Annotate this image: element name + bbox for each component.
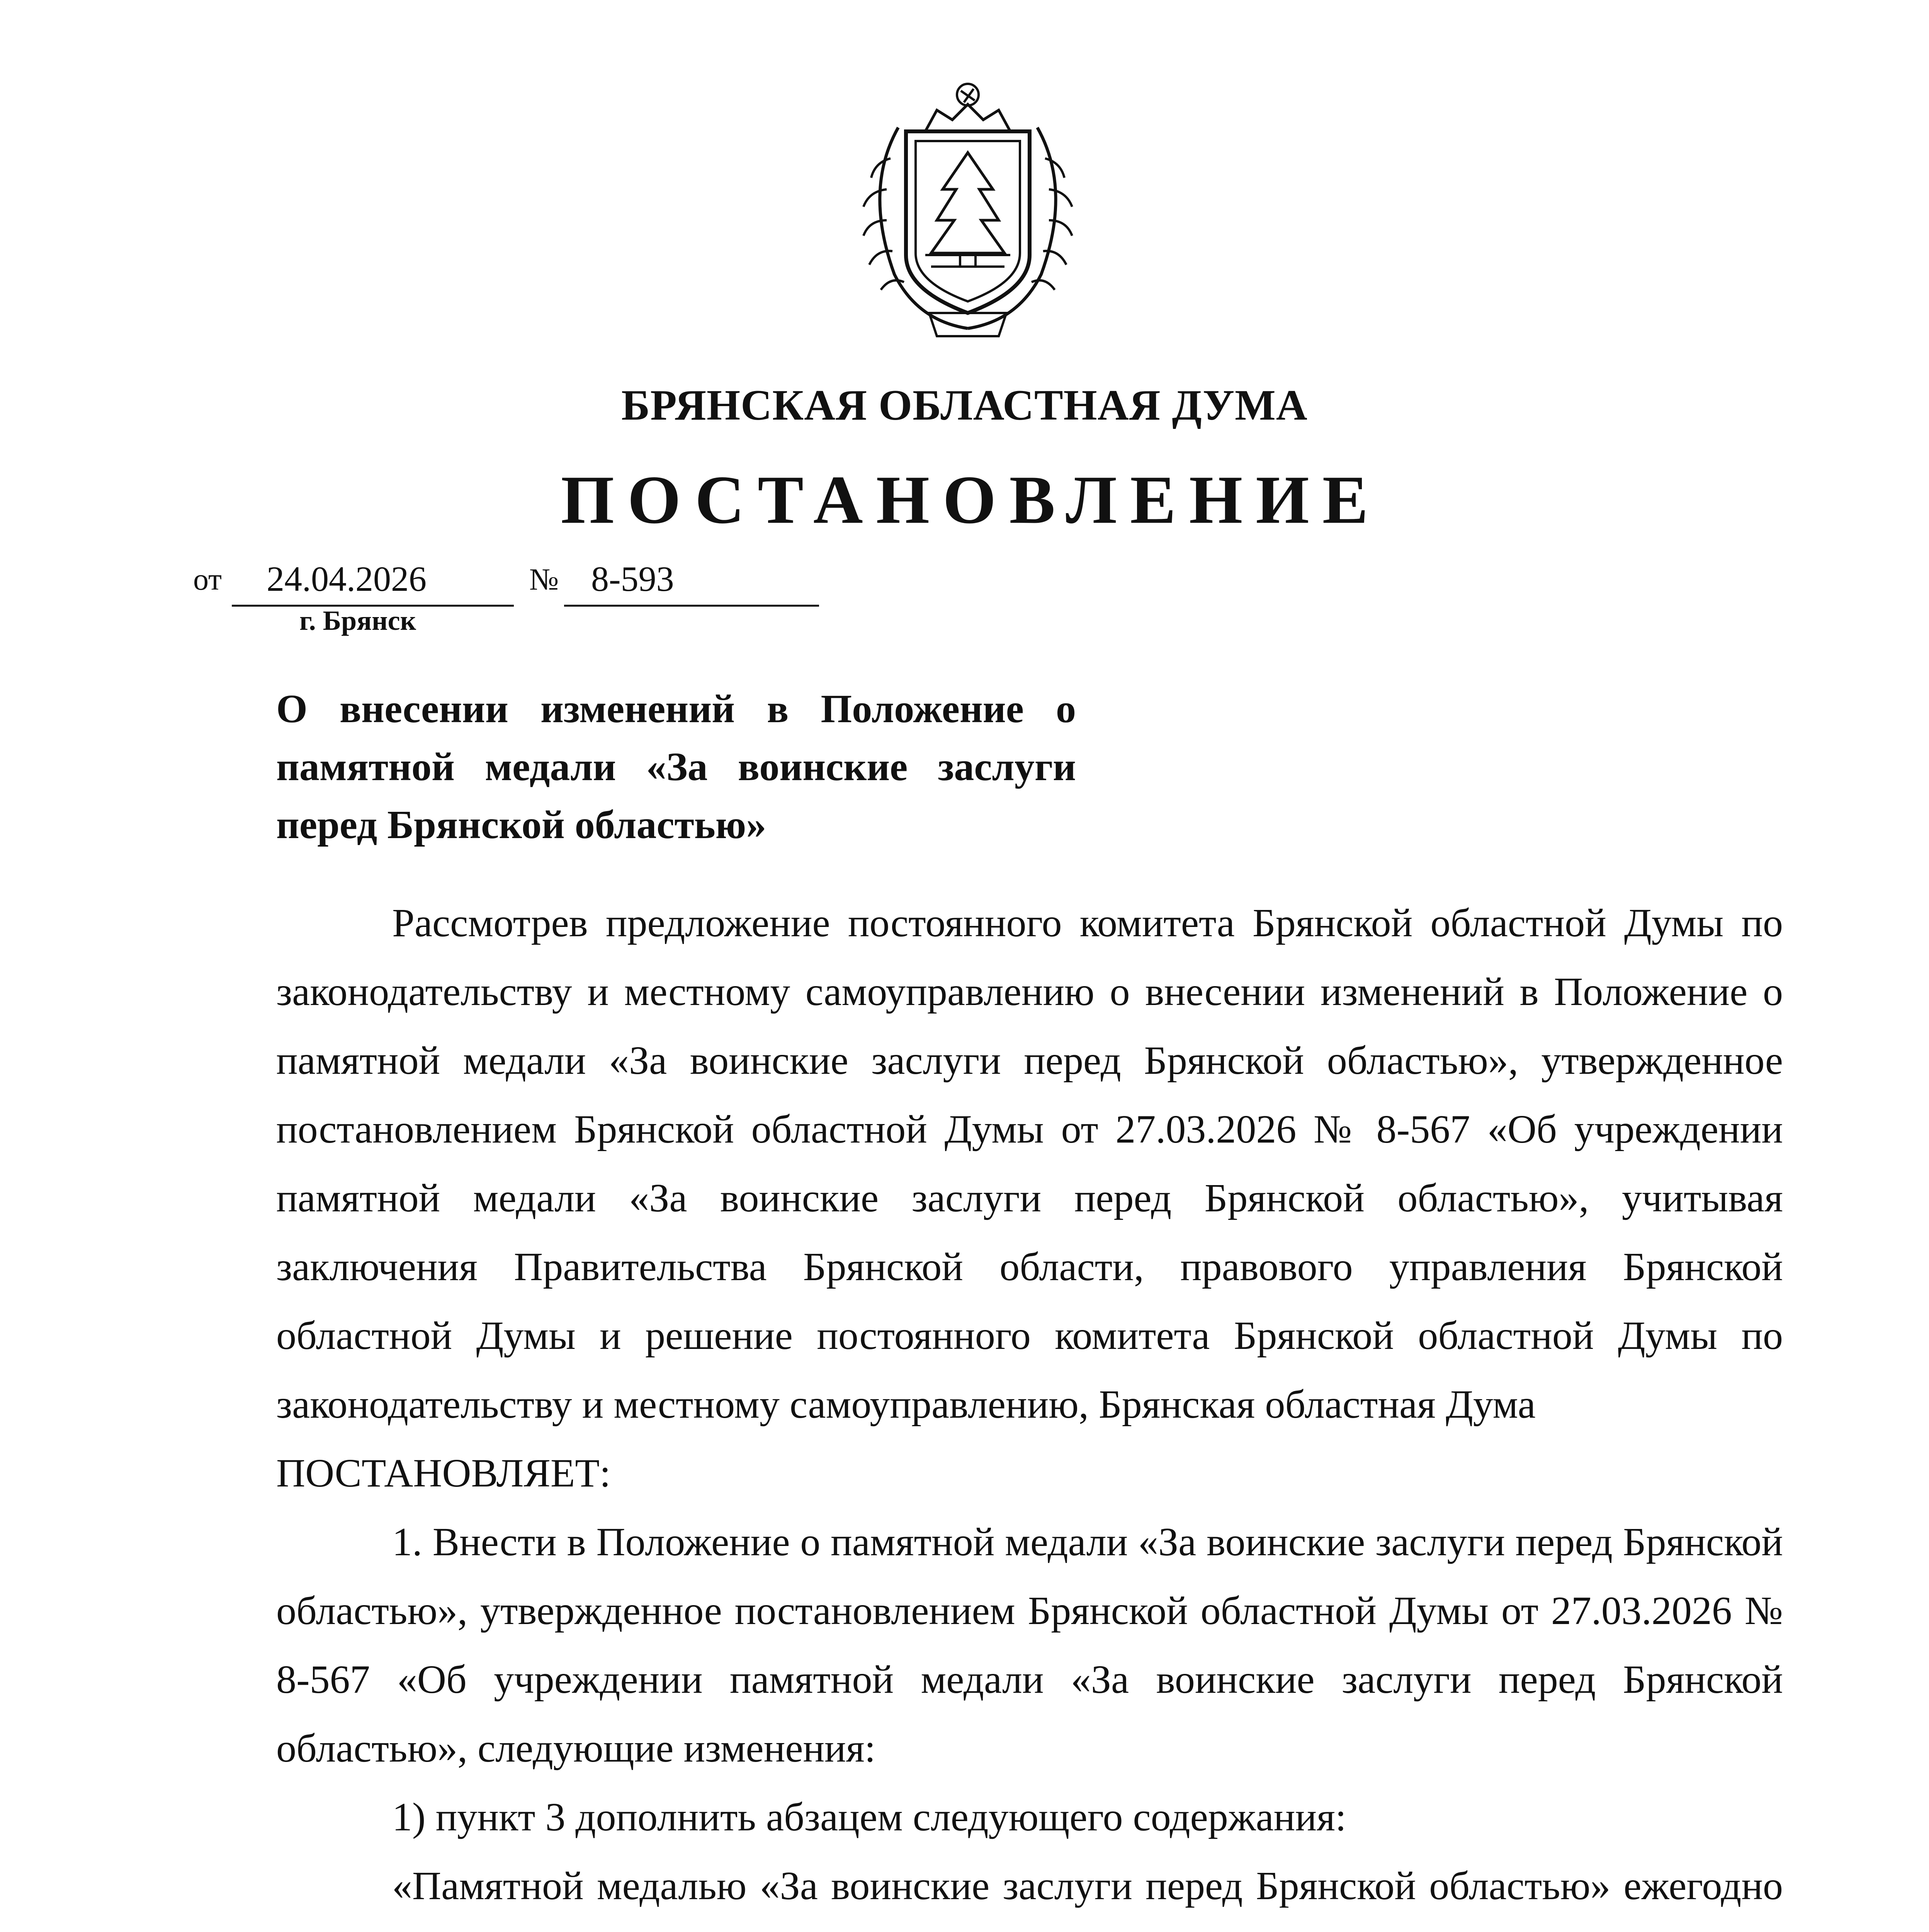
item-1-paragraph: 1. Внести в Положение о памятной медали «За воинские заслуги перед Брянской областью», утвержденное постановлением Брянской областной Думы от 27.03.2026 № 8-567 «Об учреждении памятной медали «За воинские заслуги перед Брянской областью», следующие изменения: xyxy=(276,1520,1783,1770)
organization-title: БРЯНСКАЯ ОБЛАСТНАЯ ДУМА xyxy=(621,381,1308,429)
number-label: № xyxy=(529,563,559,597)
item-1-subitem-1: 1) пункт 3 дополнить абзацем следующего содержания: xyxy=(392,1795,1346,1839)
document-body xyxy=(276,889,1783,1932)
document-number: 8-593 xyxy=(591,559,674,599)
document-date: 24.04.2026 xyxy=(267,559,427,599)
resolves-line: ПОСТАНОВЛЯЕТ: xyxy=(276,1451,611,1495)
preamble-paragraph: Рассмотрев предложение постоянного комитета Брянской областной Думы по законодательству и местному самоуправлению о внесении изменений в Положение о памятной медали «За воинские заслуги перед Брянской областью», утвержденное постановлением Брянской областной Думы от 27.03.2026 № 8-567 «Об учреждении памятной медали «За воинские заслуги перед Брянской областью», учитывая заключения Правительства Брянской области, правового управления Брянской областной Думы и решение постоянного комитета Брянской областной Думы по законодательству и местному самоуправлению, Брянская областная Дума xyxy=(276,901,1783,1427)
date-label: от xyxy=(193,563,222,597)
number-underline xyxy=(564,605,819,607)
coat-of-arms-emblem xyxy=(848,73,1088,344)
document-type-title: ПОСТАНОВЛЕНИЕ xyxy=(561,461,1382,538)
document-subject: О внесении изменений в Положение о памятной медали «За воинские заслуги перед Брянской областью» xyxy=(276,687,1076,847)
item-1-subitem-1-quote: «Памятной медалью «За воинские заслуги перед Брянской областью» ежегодно xyxy=(392,1864,1783,1908)
city: г. Брянск xyxy=(299,605,416,636)
